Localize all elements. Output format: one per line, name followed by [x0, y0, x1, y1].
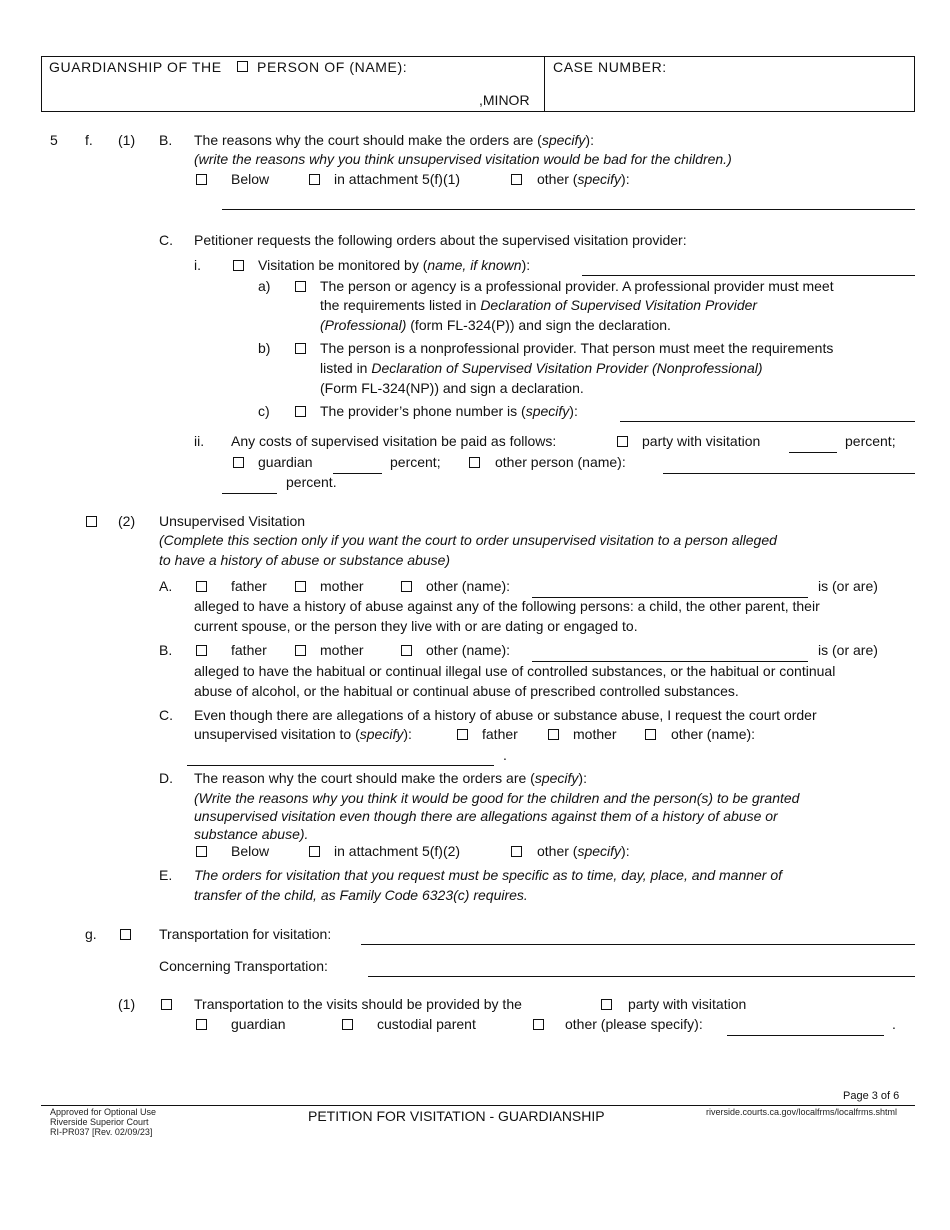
transportation-checkbox[interactable] [120, 929, 131, 940]
unsupervised-note-2: to have a history of abuse or substance abuse) [159, 552, 451, 568]
other-checkbox-2[interactable] [511, 846, 522, 857]
costs-party-label: party with visitation [642, 433, 761, 449]
concerning-label: Concerning Transportation: [159, 958, 328, 974]
transport-guardian-label: guardian [231, 1016, 286, 1032]
costs-other-label: other person (name): [495, 454, 626, 470]
transport-party-checkbox[interactable] [601, 999, 612, 1010]
reasons-line: The reasons why the court should make the orders are (specify): [194, 132, 594, 148]
abuse-father-checkbox[interactable] [196, 581, 207, 592]
item-g: g. [85, 926, 97, 942]
person-of-name-label: PERSON OF (NAME): [257, 59, 408, 75]
abuse-other-label: other (name): [426, 578, 511, 594]
reason-good-line-3: unsupervised visitation even though there are allegations against them of a history of abuse or [194, 808, 778, 824]
item-B: B. [159, 132, 173, 148]
item-2B: B. [159, 642, 173, 658]
unsup-other-checkbox[interactable] [645, 729, 656, 740]
party-percent-line[interactable] [789, 452, 837, 453]
item-2D: D. [159, 770, 173, 786]
other-person-name-line[interactable] [663, 473, 915, 474]
unsup-mother-checkbox[interactable] [548, 729, 559, 740]
transport-other-label: other (please specify): [565, 1016, 703, 1032]
substance-other-checkbox[interactable] [401, 645, 412, 656]
substance-mother-checkbox[interactable] [295, 645, 306, 656]
attachment-checkbox-2[interactable] [309, 846, 320, 857]
transport-custodial-checkbox[interactable] [342, 1019, 353, 1030]
nonprofessional-line-3: (Form FL-324(NP)) and sign a declaration. [320, 380, 584, 396]
transport-party-label: party with visitation [628, 996, 747, 1012]
other-percent-label: percent. [286, 474, 337, 490]
court-text: Riverside Superior Court [50, 1117, 149, 1127]
professional-checkbox[interactable] [295, 281, 306, 292]
transport-other-checkbox[interactable] [533, 1019, 544, 1030]
abuse-other-checkbox[interactable] [401, 581, 412, 592]
costs-party-checkbox[interactable] [617, 436, 628, 447]
item-2: (2) [118, 513, 136, 529]
other-checkbox-1[interactable] [511, 174, 522, 185]
reason-good-line-4: substance abuse). [194, 826, 309, 842]
monitored-checkbox[interactable] [233, 260, 244, 271]
item-b: b) [258, 340, 271, 356]
professional-line-2: the requirements listed in Declaration of Supervised Visitation Provider [320, 297, 758, 313]
substance-is-or-are: is (or are) [818, 642, 878, 658]
item-2A: A. [159, 578, 173, 594]
abuse-line-2: alleged to have a history of abuse against any of the following persons: a child, the other parent, their [194, 598, 820, 614]
guardian-percent-label: percent; [390, 454, 441, 470]
approved-text: Approved for Optional Use [50, 1107, 157, 1117]
item-2E: E. [159, 867, 173, 883]
below-checkbox-2[interactable] [196, 846, 207, 857]
abuse-line-3: current spouse, or the person they live with or are dating or engaged to. [194, 618, 638, 634]
even-though-line-1: Even though there are allegations of a history of abuse or substance abuse, I request the court order [194, 707, 817, 723]
attachment-label-2: in attachment 5(f)(2) [334, 843, 461, 859]
unsupervised-checkbox[interactable] [86, 516, 97, 527]
reasons-instructions: (write the reasons why you think unsupervised visitation would be bad for the children.) [194, 151, 732, 167]
item-number-5: 5 [50, 132, 58, 148]
item-2C: C. [159, 707, 173, 723]
abuse-is-or-are: is (or are) [818, 578, 878, 594]
page-number: Page 3 of 6 [843, 1090, 900, 1102]
caption-divider [544, 56, 545, 112]
costs-guardian-label: guardian [258, 454, 313, 470]
transport-other-input-line[interactable] [727, 1035, 884, 1036]
unsupervised-title: Unsupervised Visitation [159, 513, 306, 529]
item-C: C. [159, 232, 173, 248]
substance-father-checkbox[interactable] [196, 645, 207, 656]
case-number-label: CASE NUMBER: [553, 59, 667, 75]
party-percent-label: percent; [845, 433, 896, 449]
professional-line-1: The person or agency is a professional provider. A professional provider must meet [320, 278, 834, 294]
minor-label: ,MINOR [479, 92, 530, 108]
monitored-label: Visitation be monitored by (name, if known): [258, 257, 531, 273]
reasons-input-line[interactable] [222, 209, 915, 210]
footer-rule [41, 1105, 915, 1106]
guardianship-label: GUARDIANSHIP OF THE [49, 59, 222, 75]
substance-mother-label: mother [320, 642, 364, 658]
unsup-mother-label: mother [573, 726, 617, 742]
provided-by-label: Transportation to the visits should be provided by the [194, 996, 522, 1012]
attachment-checkbox-1[interactable] [309, 174, 320, 185]
substance-line-3: abuse of alcohol, or the habitual or continual abuse of prescribed controlled substances. [194, 683, 739, 699]
court-url[interactable]: riverside.courts.ca.gov/localfrms/localfrms.shtml [706, 1107, 898, 1117]
substance-other-name-line[interactable] [532, 661, 808, 662]
substance-line-2: alleged to have the habitual or continual illegal use of controlled substances, or the habitual or continual [194, 663, 836, 679]
substance-father-label: father [231, 642, 267, 658]
transportation-label: Transportation for visitation: [159, 926, 332, 942]
substance-other-label: other (name): [426, 642, 511, 658]
provided-by-checkbox[interactable] [161, 999, 172, 1010]
person-of-checkbox[interactable] [237, 61, 248, 72]
costs-other-checkbox[interactable] [469, 457, 480, 468]
other-specify-label-2: other (specify): [537, 843, 630, 859]
form-number: RI-PR037 [Rev. 02/09/23] [50, 1127, 153, 1137]
transport-custodial-label: custodial parent [377, 1016, 476, 1032]
phone-checkbox[interactable] [295, 406, 306, 417]
nonprofessional-line-2: listed in Declaration of Supervised Visitation Provider (Nonprofessional) [320, 360, 763, 376]
orders-specific-line-2: transfer of the child, as Family Code 6323(c) requires. [194, 887, 528, 903]
below-label-2: Below [231, 843, 270, 859]
monitor-name-line[interactable] [582, 275, 915, 276]
item-a: a) [258, 278, 271, 294]
provider-request-line: Petitioner requests the following orders about the supervised visitation provider: [194, 232, 687, 248]
unsup-other-name-line[interactable] [187, 765, 494, 766]
unsup-dot: . [503, 747, 507, 763]
item-letter-f: f. [85, 132, 93, 148]
unsup-other-label: other (name): [671, 726, 756, 742]
other-specify-label-1: other (specify): [537, 171, 630, 187]
transportation-input-line[interactable] [361, 944, 915, 945]
below-checkbox-1[interactable] [196, 174, 207, 185]
abuse-mother-label: mother [320, 578, 364, 594]
unsup-father-label: father [482, 726, 518, 742]
abuse-mother-checkbox[interactable] [295, 581, 306, 592]
nonprofessional-line-1: The person is a nonprofessional provider. That person must meet the requirements [320, 340, 834, 356]
item-g1: (1) [118, 996, 136, 1012]
costs-label: Any costs of supervised visitation be paid as follows: [231, 433, 557, 449]
costs-guardian-checkbox[interactable] [233, 457, 244, 468]
item-ii: ii. [194, 433, 205, 449]
even-though-line-2: unsupervised visitation to (specify): [194, 726, 412, 742]
item-c: c) [258, 403, 270, 419]
unsupervised-note-1: (Complete this section only if you want the court to order unsupervised visitation to a person alleged [159, 532, 777, 548]
item-i: i. [194, 257, 201, 273]
concerning-input-line[interactable] [368, 976, 915, 977]
phone-label: The provider’s phone number is (specify): [320, 403, 578, 419]
professional-line-3: (Professional) (form FL-324(P)) and sign the declaration. [320, 317, 671, 333]
unsup-father-checkbox[interactable] [457, 729, 468, 740]
nonprofessional-checkbox[interactable] [295, 343, 306, 354]
guardian-percent-line[interactable] [333, 473, 382, 474]
reason-good-line-1: The reason why the court should make the orders are (specify): [194, 770, 587, 786]
attachment-label-1: in attachment 5(f)(1) [334, 171, 461, 187]
form-title: PETITION FOR VISITATION - GUARDIANSHIP [308, 1108, 605, 1124]
transport-guardian-checkbox[interactable] [196, 1019, 207, 1030]
orders-specific-line-1: The orders for visitation that you request must be specific as to time, day, place, and manner of [194, 867, 783, 883]
abuse-father-label: father [231, 578, 267, 594]
below-label-1: Below [231, 171, 270, 187]
phone-input-line[interactable] [620, 421, 915, 422]
reason-good-line-2: (Write the reasons why you think it would be good for the children and the person(s) to be granted [194, 790, 800, 806]
transport-dot: . [892, 1016, 896, 1032]
item-1: (1) [118, 132, 136, 148]
other-percent-line[interactable] [222, 493, 277, 494]
